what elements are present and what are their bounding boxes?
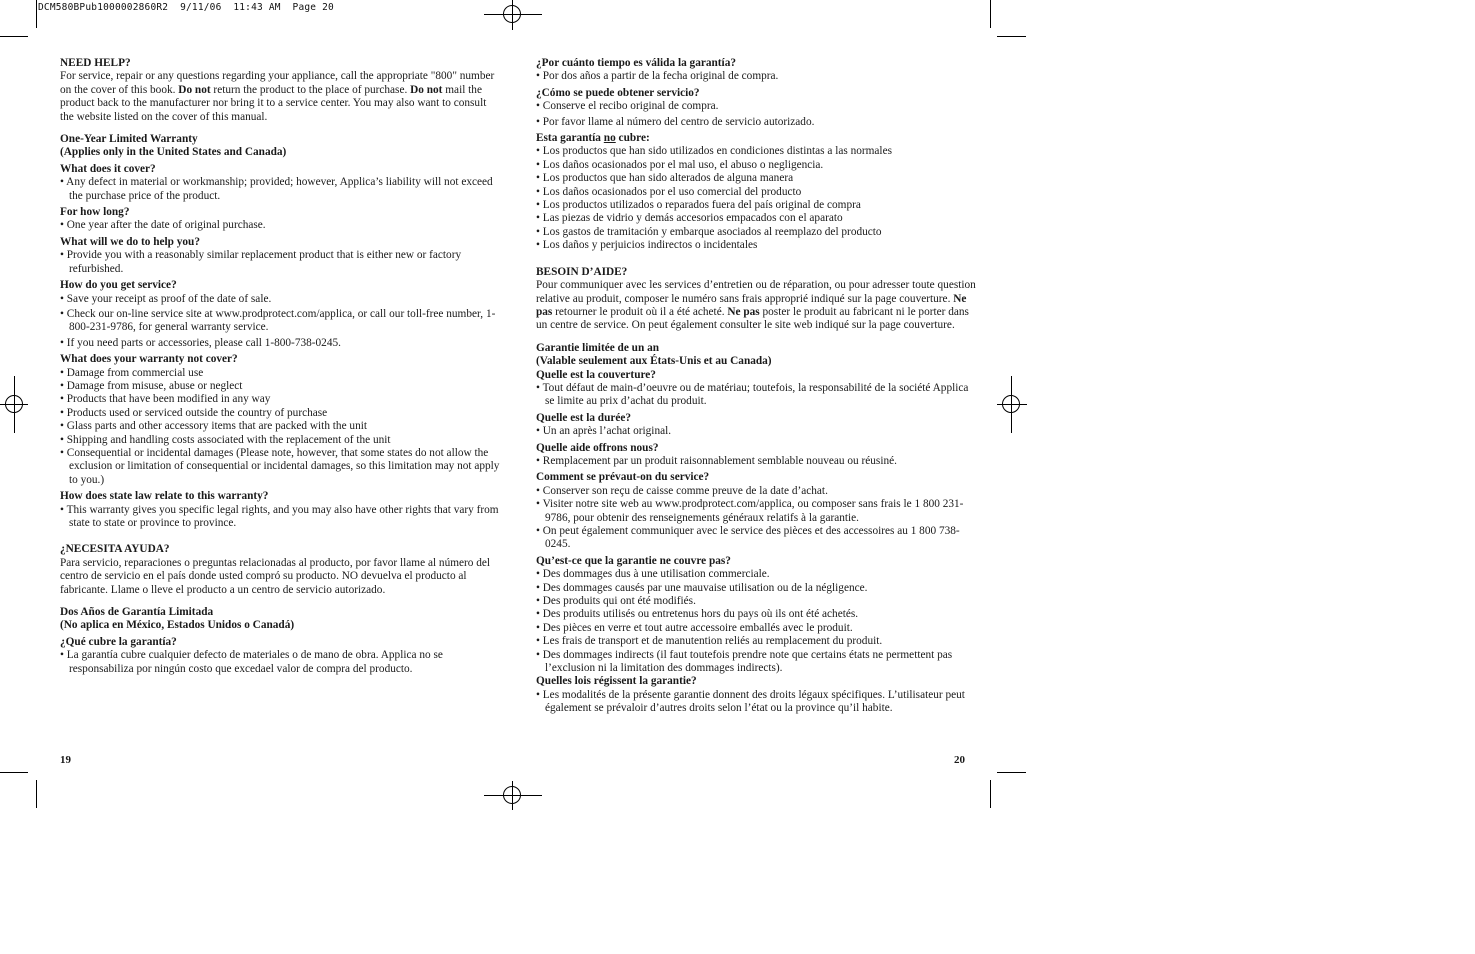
- list-item: • Provide you with a reasonably similar replacement product that is either new or factory refurbished.: [60, 249, 462, 275]
- list-item: • Des produits utilisés ou entretenus hors du pays où ils ont été achetés.: [536, 608, 859, 621]
- question-help: What will we do to help you?: [60, 235, 200, 248]
- list-item: • On peut également communiquer avec le service des pièces et des accessoires au 1 800 738-0245.: [536, 525, 960, 551]
- es-question-how-long: ¿Por cuánto tiempo es válida la garantía?: [536, 57, 736, 69]
- fr-question-cover: Quelle est la couverture?: [536, 368, 656, 381]
- list-item: • Los daños ocasionados por el mal uso, el abuso o negligencia.: [536, 158, 824, 171]
- es-warranty-subtitle: (No aplica en México, Estados Unidos o Canadá): [60, 619, 295, 632]
- list-item: • Remplacement par un produit raisonnablement semblable nouveau ou réusiné.: [536, 454, 897, 467]
- fr-help-heading: BESOIN D’AIDE?: [536, 265, 628, 278]
- list-item: • Por favor llame al número del centro de servicio autorizado.: [536, 115, 815, 128]
- es-warranty-title: Dos Años de Garantía Limitada: [60, 606, 214, 619]
- list-item: • Los gastos de tramitación y embarque asociados al reemplazo del producto: [536, 225, 882, 238]
- list-item: • Des dommages indirects (il faut toutefois prendre note que certains états ne permettent pas l’exclusion ni la limitation des dommages indirects).: [536, 648, 953, 675]
- fr-question-not-cover: Qu’est-ce que la garantie ne couvre pas?: [536, 554, 731, 567]
- list-item: • Damage from commercial use: [60, 366, 204, 379]
- list-item: • Las piezas de vidrio y demás accesorios empacados con el aparato: [536, 212, 843, 225]
- list-item: • Save your receipt as proof of the date of sale.: [60, 292, 272, 305]
- es-question-not-cover: Esta garantía no cubre:: [536, 132, 650, 145]
- list-item: • Por dos años a partir de la fecha original de compra.: [536, 70, 779, 83]
- fr-question-how-long: Quelle est la durée?: [536, 411, 632, 424]
- question-not-cover: What does your warranty not cover?: [60, 353, 238, 366]
- list-item: • Los productos que han sido alterados de alguna manera: [536, 172, 794, 185]
- question-cover: What does it cover?: [60, 162, 156, 175]
- question-state-law: How does state law relate to this warranty?: [60, 490, 269, 503]
- list-item: • Des pièces en verre et tout autre accessoire emballés avec le produit.: [536, 621, 853, 634]
- es-question-service: ¿Cómo se puede obtener servicio?: [536, 86, 700, 99]
- list-item: • Check our on-line service site at www.prodprotect.com/applica, or call our toll-free number, 1-800-231-9786, for general warranty service.: [60, 307, 496, 334]
- list-item: • Des dommages dus à une utilisation commerciale.: [536, 568, 770, 581]
- page-number-left: 19: [60, 754, 71, 766]
- left-column: [60, 57, 500, 676]
- list-item: • Les modalités de la présente garantie donnent des droits légaux spécifiques. L’utilisateur peut également se prévaloir d’autres droits selon l’état ou la province qu’il habite.: [536, 688, 965, 715]
- list-item: • La garantía cubre cualquier defecto de materiales o de mano de obra. Applica no se responsabiliza por ningún costo que excedael valor de compra del producto.: [60, 649, 443, 675]
- need-help-heading: NEED HELP?: [60, 57, 131, 69]
- need-help-text: For service, repair or any questions regarding your appliance, call the appropriate "800" number on the cover of this book. Do not return the product to the place of purchase. Do not mail the product back to the manufacturer nor bring it to a service center. You may also want to consult the website listed on the cover of this manual.: [60, 70, 495, 123]
- list-item: • Des dommages causés par une mauvaise utilisation ou de la négligence.: [536, 581, 868, 594]
- es-help-text: Para servicio, reparaciones o preguntas relacionadas al producto, por favor llame al número del centro de servicio en el país donde usted compró su producto. NO devuelva el producto al fabricante. Llame o lleve el producto a un centro de servicio autorizado.: [60, 556, 491, 596]
- list-item: • Des produits qui ont été modifiés.: [536, 595, 696, 608]
- fr-question-law: Quelles lois régissent la garantie?: [536, 675, 697, 688]
- warranty-title: One-Year Limited Warranty: [60, 133, 198, 146]
- print-slug: DCM580BPub1000002860R2 9/11/06 11:43 AM Page 20: [38, 2, 334, 13]
- question-service: How do you get service?: [60, 279, 177, 292]
- list-item: • Les frais de transport et de manutention reliés au remplacement du produit.: [536, 635, 883, 648]
- fr-warranty-title: Garantie limitée de un an: [536, 341, 660, 354]
- es-help-heading: ¿NECESITA AYUDA?: [60, 543, 170, 556]
- page-number-right: 20: [954, 754, 965, 766]
- list-item: • Los daños ocasionados por el uso comercial del producto: [536, 185, 802, 198]
- list-item: • Products used or serviced outside the country of purchase: [60, 406, 328, 419]
- fr-help-text: Pour communiquer avec les services d’entretien ou de réparation, ou pour adresser toute question relative au produit, composer le numéro sans frais approprié indiqué sur la page couverture. Ne pas retourner le produit où il a été acheté. Ne pas poster le produit au fabricant ni le porter dans un centre de service. On peut également consulter le site web indiqué sur la page couverture.: [536, 279, 976, 332]
- es-question-cover: ¿Qué cubre la garantía?: [60, 635, 177, 648]
- list-item: • One year after the date of original purchase.: [60, 219, 266, 232]
- list-item: • Glass parts and other accessory items that are packed with the unit: [60, 420, 367, 433]
- list-item: • Un an après l’achat original.: [536, 425, 672, 438]
- list-item: • Tout défaut de main-d’oeuvre ou de matériau; toutefois, la responsabilité de la société Applica se limite au prix d’achat du produit.: [536, 381, 969, 408]
- list-item: • This warranty gives you specific legal rights, and you may also have other rights that vary from state to state or province to province.: [60, 503, 499, 529]
- question-how-long: For how long?: [60, 206, 130, 219]
- list-item: • Any defect in material or workmanship; provided; however, Applica’s liability will not exceed the purchase price of the product.: [60, 176, 493, 202]
- list-item: • Damage from misuse, abuse or neglect: [60, 379, 243, 392]
- list-item: • Los productos utilizados o reparados fuera del país original de compra: [536, 199, 861, 212]
- list-item: • Conserve el recibo original de compra.: [536, 100, 719, 113]
- fr-question-service: Comment se prévaut-on du service?: [536, 471, 710, 484]
- fr-warranty-subtitle: (Valable seulement aux États-Unis et au Canada): [536, 355, 772, 368]
- right-column: [536, 57, 976, 716]
- list-item: • Visiter notre site web au www.prodprotect.com/applica, ou composer sans frais le 1 800 231-9786, pour obtenir des renseignements généraux relatifs à la garantie.: [536, 498, 964, 524]
- list-item: • If you need parts or accessories, please call 1-800-738-0245.: [60, 336, 341, 349]
- list-item: • Consequential or incidental damages (Please note, however, that some states do not allow the exclusion or limitation of consequential or incidental damages, so this limitation may not apply to you.): [60, 446, 500, 486]
- list-item: • Los daños y perjuicios indirectos o incidentales: [536, 239, 758, 252]
- warranty-subtitle: (Applies only in the United States and Canada): [60, 146, 287, 159]
- list-item: • Products that have been modified in any way: [60, 393, 271, 406]
- list-item: • Conserver son reçu de caisse comme preuve de la date d’achat.: [536, 484, 828, 497]
- fr-question-help: Quelle aide offrons nous?: [536, 441, 659, 454]
- list-item: • Los productos que han sido utilizados en condiciones distintas a las normales: [536, 145, 892, 158]
- list-item: • Shipping and handling costs associated with the replacement of the unit: [60, 433, 391, 446]
